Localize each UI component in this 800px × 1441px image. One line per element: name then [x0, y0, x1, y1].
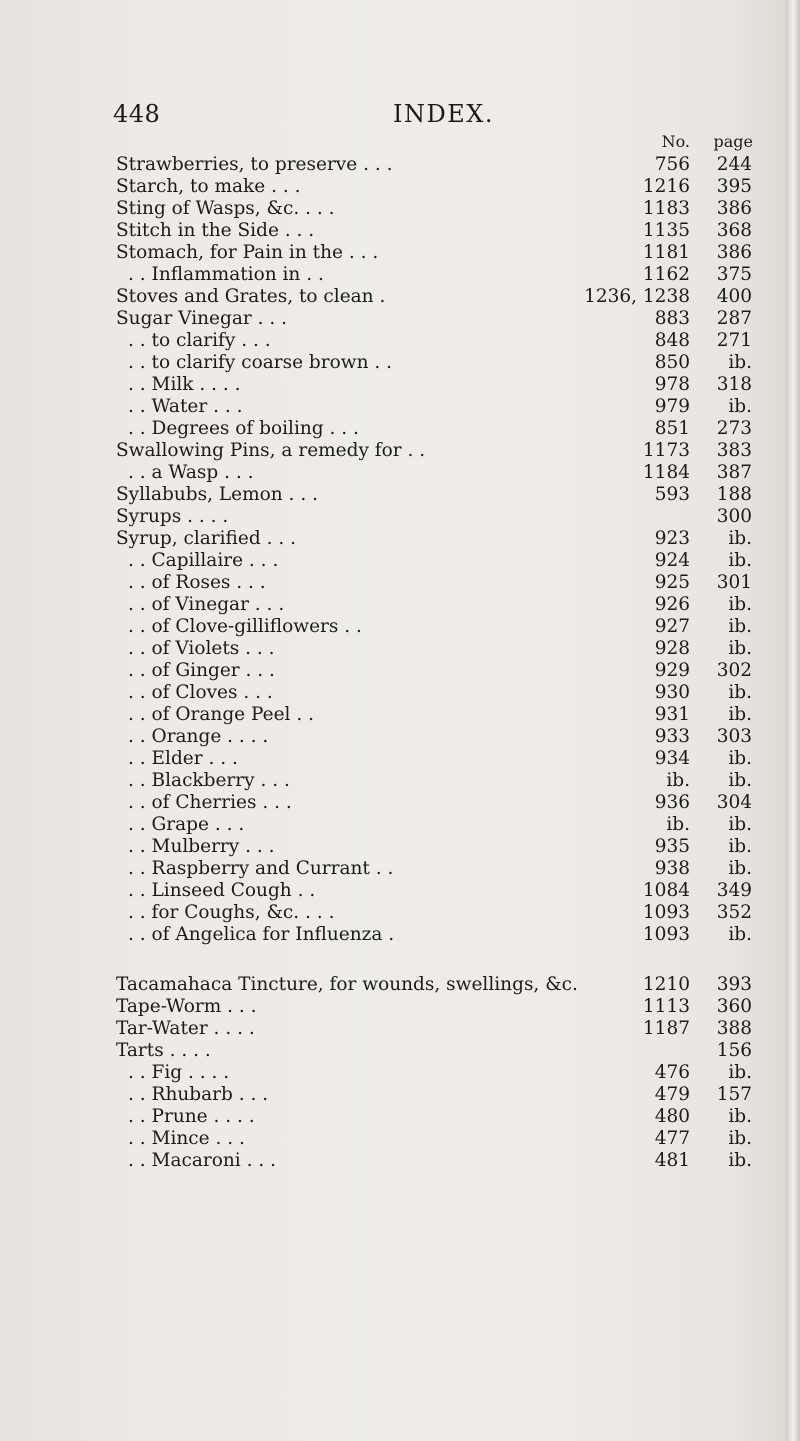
entry-page: 400 — [716, 286, 752, 307]
index-entry — [0, 924, 800, 946]
index-entry — [0, 880, 800, 902]
index-entry — [0, 682, 800, 704]
entry-page: 368 — [716, 220, 752, 241]
entry-number: 850 — [654, 352, 690, 373]
entry-number: 1162 — [642, 264, 690, 285]
entry-label: . . of Violets . . . — [128, 638, 275, 659]
index-entry — [0, 330, 800, 352]
index-entry — [0, 726, 800, 748]
index-entry — [0, 902, 800, 924]
entry-label: . . Fig . . . . — [128, 1062, 230, 1083]
index-entry — [0, 418, 800, 440]
entry-number: 923 — [654, 528, 690, 549]
entry-number: 926 — [654, 594, 690, 615]
entry-label: . . Mulberry . . . — [128, 836, 275, 857]
index-entry — [0, 264, 800, 286]
entry-page: 386 — [716, 242, 752, 263]
entry-page: ib. — [728, 924, 752, 945]
index-entry — [0, 242, 800, 264]
index-entry — [0, 374, 800, 396]
index-entry — [0, 484, 800, 506]
entry-page: 244 — [716, 154, 752, 175]
index-entry — [0, 154, 800, 176]
entry-page: 271 — [716, 330, 752, 351]
entry-number: 593 — [654, 484, 690, 505]
entry-page: ib. — [728, 1150, 752, 1171]
index-entry — [0, 220, 800, 242]
index-entry — [0, 974, 800, 996]
entry-page: 287 — [716, 308, 752, 329]
index-entry — [0, 770, 800, 792]
entry-number: 1216 — [642, 176, 690, 197]
index-entry — [0, 440, 800, 462]
index-entry — [0, 308, 800, 330]
entry-number: 979 — [654, 396, 690, 417]
entry-number: 1173 — [642, 440, 690, 461]
column-header-no: No. — [661, 132, 690, 151]
index-entry — [0, 792, 800, 814]
entry-page: ib. — [728, 704, 752, 725]
entry-page: 303 — [716, 726, 752, 747]
entry-label: Syrups . . . . — [116, 506, 229, 527]
index-entry — [0, 550, 800, 572]
index-entry — [0, 286, 800, 308]
entry-page: ib. — [728, 1062, 752, 1083]
entry-number: 928 — [654, 638, 690, 659]
entry-label: Stitch in the Side . . . — [116, 220, 315, 241]
index-entry — [0, 462, 800, 484]
column-headers — [0, 132, 800, 154]
entry-label: . . Inflammation in . . — [128, 264, 324, 285]
column-header-page: page — [713, 132, 753, 151]
entry-label: Swallowing Pins, a remedy for . . — [116, 440, 426, 461]
entry-page: ib. — [728, 1128, 752, 1149]
entry-label: Strawberries, to preserve . . . — [116, 154, 393, 175]
entry-page: 387 — [716, 462, 752, 483]
entry-number: 1187 — [642, 1018, 690, 1039]
entry-number: 935 — [654, 836, 690, 857]
index-entry — [0, 616, 800, 638]
entry-label: . . of Orange Peel . . — [128, 704, 314, 725]
entry-label: . . of Clove-gilliflowers . . — [128, 616, 362, 637]
entry-number: 1113 — [642, 996, 690, 1017]
index-entry — [0, 638, 800, 660]
entry-number: 476 — [654, 1062, 690, 1083]
entry-page: 360 — [716, 996, 752, 1017]
index-entry — [0, 506, 800, 528]
entry-label: . . Mince . . . — [128, 1128, 245, 1149]
entry-label: . . Prune . . . . — [128, 1106, 255, 1127]
entry-page: ib. — [728, 682, 752, 703]
entry-number: 1093 — [642, 924, 690, 945]
page-number: 448 — [113, 100, 161, 128]
entry-page: 395 — [716, 176, 752, 197]
entry-label: . . of Cloves . . . — [128, 682, 273, 703]
entry-label: . . Linseed Cough . . — [128, 880, 316, 901]
entry-number: 1236, 1238 — [584, 286, 690, 307]
entry-number: 978 — [654, 374, 690, 395]
entry-page: 156 — [716, 1040, 752, 1061]
entry-page: 393 — [716, 974, 752, 995]
entry-number: 848 — [654, 330, 690, 351]
entry-label: . . of Roses . . . — [128, 572, 266, 593]
index-entry — [0, 1106, 800, 1128]
entry-page: ib. — [728, 748, 752, 769]
entry-label: . . Raspberry and Currant . . — [128, 858, 394, 879]
entry-number: ib. — [666, 814, 690, 835]
entry-page: 352 — [716, 902, 752, 923]
entry-page: 273 — [716, 418, 752, 439]
entry-label: . . to clarify coarse brown . . — [128, 352, 393, 373]
running-title: INDEX. — [393, 100, 494, 128]
index-entry — [0, 660, 800, 682]
entry-page: 375 — [716, 264, 752, 285]
entry-number: 851 — [654, 418, 690, 439]
index-entry — [0, 594, 800, 616]
entry-label: Stoves and Grates, to clean . — [116, 286, 386, 307]
entry-label: . . of Angelica for Influenza . — [128, 924, 395, 945]
entry-page: 157 — [716, 1084, 752, 1105]
entry-number: 1093 — [642, 902, 690, 923]
index-entry — [0, 198, 800, 220]
entry-label: . . Rhubarb . . . — [128, 1084, 269, 1105]
entry-page: ib. — [728, 528, 752, 549]
index-entry — [0, 748, 800, 770]
index-entry — [0, 1018, 800, 1040]
entry-label: . . Capillaire . . . — [128, 550, 279, 571]
entry-number: 924 — [654, 550, 690, 571]
entry-number: 1084 — [642, 880, 690, 901]
entry-number: 883 — [654, 308, 690, 329]
entry-page: 302 — [716, 660, 752, 681]
entry-number: 933 — [654, 726, 690, 747]
index-entry — [0, 572, 800, 594]
entry-label: Sugar Vinegar . . . — [116, 308, 287, 329]
entry-label: . . of Cherries . . . — [128, 792, 292, 813]
entry-page: ib. — [728, 352, 752, 373]
index-entry — [0, 704, 800, 726]
entry-label: . . Water . . . — [128, 396, 243, 417]
index-entry — [0, 1040, 800, 1062]
entry-number: 1184 — [642, 462, 690, 483]
entry-label: Tar-Water . . . . — [116, 1018, 255, 1039]
index-entry — [0, 528, 800, 550]
entry-label: . . Elder . . . — [128, 748, 238, 769]
entry-number: 934 — [654, 748, 690, 769]
entry-label: . . a Wasp . . . — [128, 462, 254, 483]
entry-page: 383 — [716, 440, 752, 461]
index-entry — [0, 1084, 800, 1106]
entry-number: 931 — [654, 704, 690, 725]
entry-label: Stomach, for Pain in the . . . — [116, 242, 379, 263]
entry-label: Syrup, clarified . . . — [116, 528, 296, 549]
index-entry — [0, 814, 800, 836]
entry-page: ib. — [728, 616, 752, 637]
entry-page: ib. — [728, 858, 752, 879]
index-entry — [0, 836, 800, 858]
entry-label: . . for Coughs, &c. . . . — [128, 902, 335, 923]
entry-page: 304 — [716, 792, 752, 813]
entry-label: Syllabubs, Lemon . . . — [116, 484, 318, 505]
entry-label: Tarts . . . . — [116, 1040, 211, 1061]
index-section-t — [0, 974, 800, 1172]
entry-page: ib. — [728, 1106, 752, 1127]
index-section-s — [0, 154, 800, 946]
entry-page: 301 — [716, 572, 752, 593]
entry-page: ib. — [728, 550, 752, 571]
entry-number: 925 — [654, 572, 690, 593]
entry-label: Sting of Wasps, &c. . . . — [116, 198, 335, 219]
entry-label: Tape-Worm . . . — [116, 996, 257, 1017]
entry-page: 386 — [716, 198, 752, 219]
entry-number: ib. — [666, 770, 690, 791]
entry-number: 756 — [654, 154, 690, 175]
entry-label: . . Blackberry . . . — [128, 770, 290, 791]
entry-page: 300 — [716, 506, 752, 527]
entry-page: ib. — [728, 836, 752, 857]
entry-number: 929 — [654, 660, 690, 681]
entry-number: 480 — [654, 1106, 690, 1127]
entry-page: 388 — [716, 1018, 752, 1039]
index-entry — [0, 1150, 800, 1172]
entry-number: 1183 — [642, 198, 690, 219]
entry-label: . . Degrees of boiling . . . — [128, 418, 359, 439]
entry-label: . . of Ginger . . . — [128, 660, 275, 681]
entry-number: 936 — [654, 792, 690, 813]
section-gap — [0, 946, 800, 974]
index-entry — [0, 396, 800, 418]
entry-number: 930 — [654, 682, 690, 703]
entry-label: . . Milk . . . . — [128, 374, 241, 395]
entry-number: 1181 — [642, 242, 690, 263]
entry-label: . . Orange . . . . — [128, 726, 269, 747]
entry-page: 318 — [716, 374, 752, 395]
index-entry — [0, 858, 800, 880]
entry-number: 1210 — [642, 974, 690, 995]
entry-page: ib. — [728, 594, 752, 615]
entry-page: ib. — [728, 770, 752, 791]
index-entry — [0, 996, 800, 1018]
index-entry — [0, 1062, 800, 1084]
entry-number: 479 — [654, 1084, 690, 1105]
entry-number: 938 — [654, 858, 690, 879]
entry-label: . . Grape . . . — [128, 814, 245, 835]
entry-label: . . to clarify . . . — [128, 330, 271, 351]
entry-page: 188 — [716, 484, 752, 505]
entry-number: 1135 — [642, 220, 690, 241]
index-entry — [0, 1128, 800, 1150]
index-entries — [0, 154, 800, 1172]
index-entry — [0, 352, 800, 374]
entry-page: ib. — [728, 396, 752, 417]
entry-page: ib. — [728, 638, 752, 659]
index-entry — [0, 176, 800, 198]
entry-page: ib. — [728, 814, 752, 835]
entry-number: 477 — [654, 1128, 690, 1149]
entry-label: . . of Vinegar . . . — [128, 594, 285, 615]
entry-number: 927 — [654, 616, 690, 637]
entry-page: 349 — [716, 880, 752, 901]
entry-label: Tacamahaca Tincture, for wounds, swellings, &c. — [116, 974, 578, 995]
entry-number: 481 — [654, 1150, 690, 1171]
entry-label: Starch, to make . . . — [116, 176, 301, 197]
entry-label: . . Macaroni . . . — [128, 1150, 276, 1171]
